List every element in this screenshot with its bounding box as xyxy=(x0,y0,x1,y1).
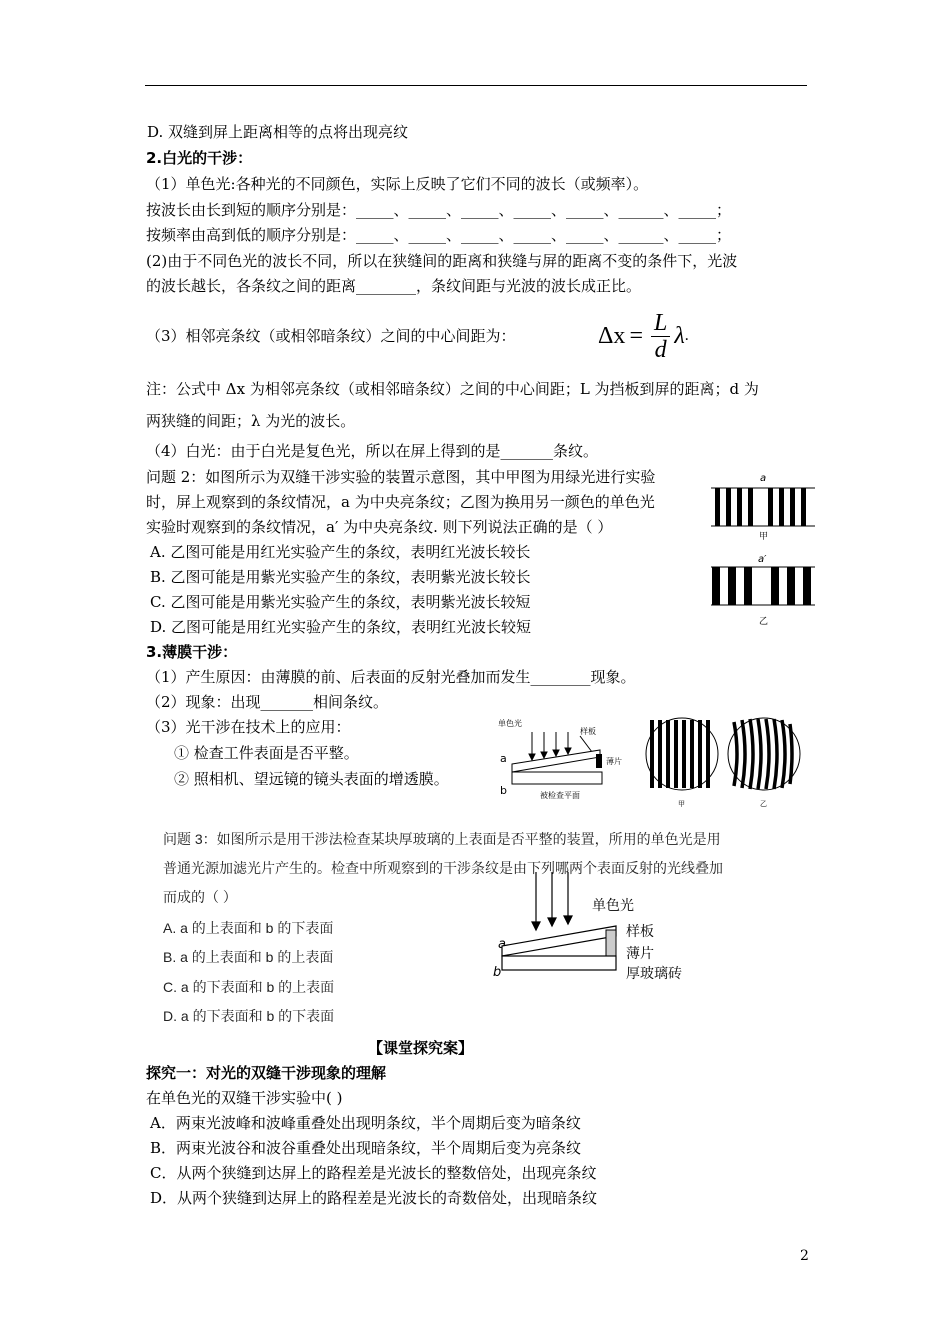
paragraph: 注：公式中 Δx 为相邻亮条纹（或相邻暗条纹）之间的中心间距；L 为挡板到屏的距离；d 为 xyxy=(146,380,759,398)
question-3: 问题 3：如图所示是用干涉法检查某块厚玻璃的上表面是否平整的装置，所用的单色光是用 xyxy=(163,831,721,847)
option-a: A. a 的上表面和 b 的下表面 xyxy=(163,920,334,936)
paragraph: （4）白光：由于白光是复色光，所以在屏上得到的是_______条纹。 xyxy=(146,442,599,460)
option-c: C．从两个狭缝到达屏上的路程差是光波长的整数倍处，出现亮条纹 xyxy=(150,1164,597,1182)
light-rays xyxy=(532,872,572,930)
q3-figure xyxy=(488,862,718,987)
section-heading-thin-film: 3.薄膜干涉： xyxy=(146,643,238,661)
formula-denominator: d xyxy=(654,336,667,363)
inspected-plane xyxy=(512,772,602,784)
option-b: B. a 的上表面和 b 的上表面 xyxy=(163,949,334,965)
label-a-prime: a′ xyxy=(758,554,767,565)
label-jia: 甲 xyxy=(678,800,685,808)
label-jia: 甲 xyxy=(759,532,769,542)
label-yi: 乙 xyxy=(759,617,769,627)
formula-end: . xyxy=(684,327,689,344)
section-heading-white-light: 2.白光的干涉： xyxy=(146,149,253,167)
fringe-disc-yi xyxy=(728,718,800,790)
thick-glass-block xyxy=(502,956,616,970)
label-b: b xyxy=(493,965,502,980)
option-c: C. a 的下表面和 b 的上表面 xyxy=(163,979,335,995)
paragraph: 实验时观察到的条纹情况，a′ 为中央亮条纹. 则下列说法正确的是（ ） xyxy=(146,518,613,536)
section-heading-explore-1: 探究一：对光的双缝干涉现象的理解 xyxy=(146,1064,387,1082)
question-2 xyxy=(146,466,655,488)
option-d: D. 乙图可能是用红光实验产生的条纹，表明红光波长较短 xyxy=(150,618,532,636)
fringe-spacing-formula xyxy=(598,306,689,366)
header-rule xyxy=(145,85,807,86)
fringe-disc-jia xyxy=(646,718,718,790)
paragraph: ① 检查工件表面是否平整。 xyxy=(174,744,359,762)
paragraph: 按波长由长到短的顺序分别是：_____、_____、_____、_____、_____、______、_____； xyxy=(146,201,732,219)
option-a: A．两束光波峰和波峰重叠处出现明条纹，半个周期后变为暗条纹 xyxy=(150,1114,581,1132)
fringes-jia xyxy=(711,488,815,526)
paragraph: 的波长越长，各条纹之间的距离________，条纹间距与光波的波长成正比。 xyxy=(146,277,642,295)
paragraph: （1）产生原因：由薄膜的前、后表面的反射光叠加而发生________现象。 xyxy=(146,668,636,686)
label-a: a xyxy=(498,937,506,952)
formula-lhs: Δx xyxy=(598,322,626,349)
label-a: a xyxy=(760,473,767,484)
label-plate: 样板 xyxy=(580,727,596,736)
label-a: a xyxy=(500,752,507,765)
fringe-figure xyxy=(708,468,820,640)
option-d-prev: D. 双缝到屏上距离相等的点将出现亮纹 xyxy=(147,123,409,141)
paragraph: (2)由于不同色光的波长不同，所以在狭缝间的距离和狭缝与屏的距离不变的条件下，光波 xyxy=(146,252,738,270)
label-glass: 厚玻璃砖 xyxy=(626,966,682,982)
option-c: C. 乙图可能是用紫光实验产生的条纹，表明紫光波长较短 xyxy=(150,593,531,611)
label-surface: 被检查平面 xyxy=(540,791,580,800)
question-2-text: 问题 2：如图所示为双缝干涉实验的装置示意图，其中甲图为用绿光进行实验 xyxy=(146,468,656,486)
option-b: B．两束光波谷和波谷重叠处出现暗条纹，半个周期后变为亮条纹 xyxy=(150,1139,582,1157)
option-d: D．从两个狭缝到达屏上的路程差是光波长的奇数倍处，出现暗条纹 xyxy=(150,1189,598,1207)
label-b: b xyxy=(500,784,507,797)
paragraph: （3）相邻亮条纹（或相邻暗条纹）之间的中心间距为： xyxy=(146,327,516,345)
formula-fraction xyxy=(651,310,670,363)
paragraph: 而成的（ ） xyxy=(163,889,237,905)
formula-numerator: L xyxy=(651,310,670,337)
paragraph: 普通光源加滤光片产生的。检查中所观察到的干涉条纹是由下列哪两个表面反射的光线叠加 xyxy=(163,860,723,876)
option-b: B. 乙图可能是用紫光实验产生的条纹，表明紫光波长较长 xyxy=(150,568,531,586)
label-plate: 样板 xyxy=(626,924,654,940)
film-shim xyxy=(606,930,616,956)
paragraph: ② 照相机、望远镜的镜头表面的增透膜。 xyxy=(174,770,449,788)
formula-rhs: λ xyxy=(674,322,685,349)
thin-film-figure xyxy=(492,712,812,812)
label-yi: 乙 xyxy=(760,800,767,808)
label-mono: 单色光 xyxy=(592,898,634,914)
option-d: D. a 的下表面和 b 的下表面 xyxy=(163,1008,335,1024)
paragraph: 两狭缝的间距；λ 为光的波长。 xyxy=(146,412,356,430)
fringes-yi xyxy=(711,567,815,605)
film-shim xyxy=(596,754,602,768)
paragraph: （3）光干涉在技术上的应用： xyxy=(146,718,351,736)
label-mono: 单色光 xyxy=(498,719,522,728)
paragraph: 在单色光的双缝干涉实验中( ) xyxy=(146,1089,343,1107)
paragraph: 时，屏上观察到的条纹情况，a 为中央亮条纹；乙图为换用另一颜色的单色光 xyxy=(146,493,655,511)
label-film: 薄片 xyxy=(606,757,622,766)
label-film: 薄片 xyxy=(626,946,654,962)
paragraph: （2）现象：出现_______相间条纹。 xyxy=(146,693,389,711)
section-heading-classroom: 【课堂探究案】 xyxy=(368,1039,474,1057)
page-number: 2 xyxy=(800,1248,809,1264)
formula-eq: = xyxy=(629,322,643,349)
sample-plate xyxy=(502,926,616,956)
paragraph: （1）单色光:各种光的不同颜色，实际上反映了它们不同的波长（或频率）。 xyxy=(146,175,649,193)
paragraph: 按频率由高到低的顺序分别是：_____、_____、_____、_____、_____、______、_____； xyxy=(146,226,732,244)
option-a: A. 乙图可能是用红光实验产生的条纹，表明红光波长较长 xyxy=(150,543,531,561)
